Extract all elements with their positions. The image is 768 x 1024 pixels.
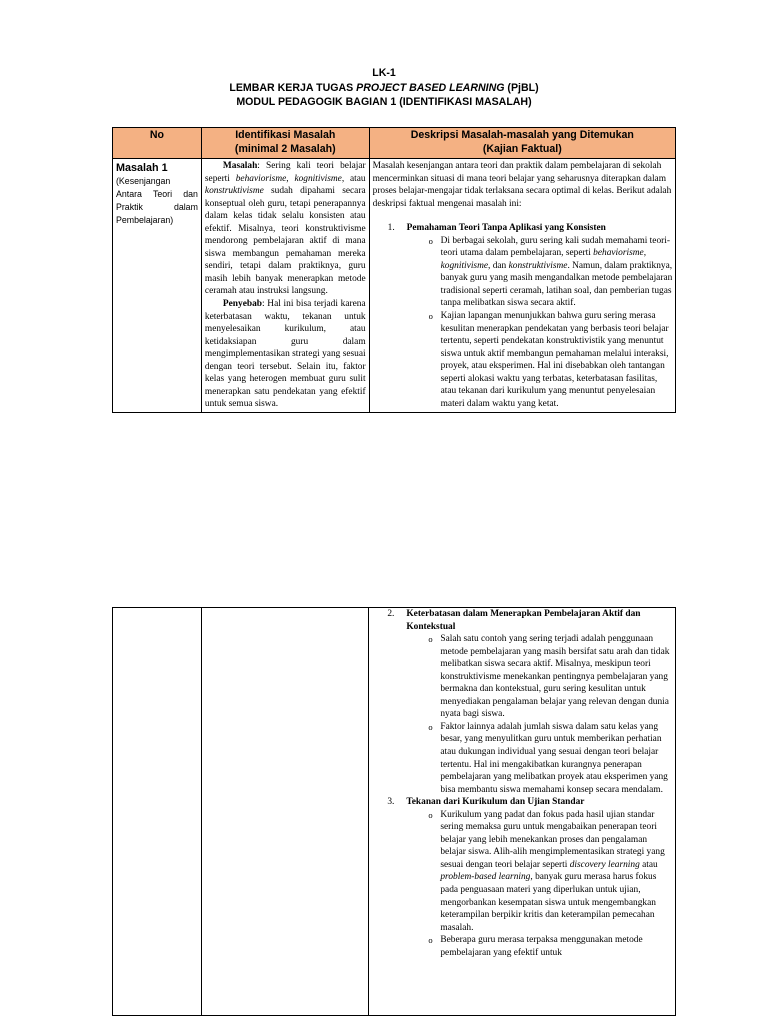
list-item: o Kajian lapangan menunjukkan bahwa guru sering merasa kesulitan menerapkan pendekatan yang berbasis teori belajar tertentu, seperti pendekatan konstruktivistik yang menuntut siswa untuk aktif membangun pemahaman melalui interaksi, proyek, atau eksperimen. Hal ini disebabkan oleh tantangan seperti alokasi waktu yang terbatas, keterbatasan fasilitas, atau tekanan dari kurikulum yang menuntut penyelesaian materi dalam waktu yang ketat. <box>428 311 669 409</box>
penyebab-paragraph: Penyebab: Hal ini bisa terjadi karena keterbatasan waktu, tekanan untuk menyelesaikan kurikulum, atau ketidaksiapan guru dalam mengimplementasikan strategi yang sesuai dengan teori tersebut. Selain itu, faktor kelas yang heterogen membuat guru sulit menerapkan satu pendekatan yang efektif untuk semua siswa. <box>204 299 366 410</box>
masalah-subtitle: (Kesenjangan Antara Teori dan Praktik dalam Pembelajaran) <box>116 176 198 225</box>
list-item: o Faktor lainnya adalah jumlah siswa dalam satu kelas yang besar, yang menyulitkan guru untuk memberikan perhatian atau dukungan individual yang sesuai dengan teori belajar tertentu. Hal ini mengakibatkan kurangnya penerapan pembelajaran yang melibatkan proyek atau eksperimen yang bisa membantu siswa memahami konsep secara mendalam. <box>428 721 668 795</box>
cell-identifikasi <box>201 608 369 1016</box>
list-item: o Kurikulum yang padat dan fokus pada hasil ujian standar sering memaksa guru untuk mengabaikan penerapan teori belajar yang lebih menekankan proses dan pengalaman belajar siswa. Alih-alih mengimplementasikan strategi yang sesuai dengan teori belajar seperti discovery learning atau problem-based learning, banyak guru merasa harus fokus pada penguasaan materi yang diperlukan untuk ujian, mengorbankan kesempatan siswa untuk mengembangkan keterampilan berpikir kritis dan keterampilan pemecahan masalah. <box>428 809 665 933</box>
list-item: o Di berbagai sekolah, guru sering kali sudah memahami teori-teori utama dalam pembelajaran, seperti behaviorisme, kognitivisme, dan konstruktivisme. Namun, dalam praktiknya, banyak guru yang masih mengandalkan metode pembelajaran tradisional seperti ceramah, latihan soal, dan pemberian tugas tanpa melibatkan siswa secara aktif. <box>428 235 673 309</box>
deskripsi-list <box>372 608 673 959</box>
col-header-no: No <box>113 128 202 159</box>
bullet-icon: o <box>428 935 433 946</box>
document-header <box>0 66 768 110</box>
point-title: Pemahaman Teori Tanpa Aplikasi yang Konsisten <box>406 223 606 234</box>
bullet-icon: o <box>428 634 433 645</box>
col-header-deskripsi: Deskripsi Masalah-masalah yang Ditemukan (Kajian Faktual) <box>369 128 675 159</box>
cell-no <box>113 159 202 413</box>
masalah-label: Masalah 1 <box>116 162 168 174</box>
list-item: o Beberapa guru merasa terpaksa menggunakan metode pembelajaran yang efektif untuk <box>428 935 643 958</box>
cell-identifikasi <box>201 159 369 413</box>
list-item: 2. Keterbatasan dalam Menerapkan Pembelajaran Aktif dan Kontekstual o Salah satu contoh yang sering terjadi adalah penggunaan metode pembelajaran yang masih bersifat satu arah dan tidak melibatkan siswa secara aktif. Misalnya, meskipun teori konstruktivisme menekankan pentingnya pembelajaran yang bermakna dan kontekstual, guru sering kesulitan untuk menyediakan pengalaman belajar yang relevan dengan dunia nyata bagi siswa. o Faktor lainnya adalah jumlah siswa dalam satu kelas yang besar, yang menyulitkan guru untuk memberikan perhatian atau dukungan individual yang sesuai dengan teori belajar tertentu. Hal ini mengakibatkan kurangnya penerapan pembelajaran yang melibatkan proyek atau eksperimen yang bisa membantu siswa memahami konsep secara mendalam. <box>372 608 673 796</box>
bullet-icon: o <box>428 311 433 322</box>
list-item: 1. Pemahaman Teori Tanpa Aplikasi yang Konsisten o Di berbagai sekolah, guru sering kali sudah memahami teori-teori utama dalam pembelajaran, seperti behaviorisme, kognitivisme, dan konstruktivisme. Namun, dalam praktiknya, banyak guru yang masih mengandalkan metode pembelajaran tradisional seperti ceramah, latihan soal, dan pemberian tugas tanpa melibatkan siswa secara aktif. o Kajian lapangan menunjukkan bahwa guru sering merasa kesulitan menerapkan pendekatan yang berbasis teori belajar tertentu, seperti pendekatan konstruktivistik yang menuntut siswa untuk aktif membangun pemahaman melalui interaksi, proyek, atau eksperimen. Hal ini disebabkan oleh tantangan seperti alokasi waktu yang terbatas, keterbatasan fasilitas, atau tekanan dari kurikulum yang menuntut penyelesaian materi dalam waktu yang ketat. <box>387 223 673 409</box>
list-item: o Salah satu contoh yang sering terjadi adalah penggunaan metode pembelajaran yang masih bersifat satu arah dan tidak melibatkan siswa secara aktif. Misalnya, meskipun teori konstruktivisme menekankan pentingnya pembelajaran yang bermakna dan kontekstual, guru sering kesulitan untuk menyediakan pengalaman belajar yang relevan dengan dunia nyata bagi siswa. <box>428 634 670 720</box>
table-header-row <box>113 128 676 159</box>
bullet-icon: o <box>428 809 433 820</box>
doc-subtitle: MODUL PEDAGOGIK BAGIAN 1 (IDENTIFIKASI MASALAH) <box>236 96 532 108</box>
doc-title: LEMBAR KERJA TUGAS PROJECT BASED LEARNING (PjBL) <box>229 81 539 94</box>
problem-table <box>112 127 676 413</box>
table-row <box>113 608 676 1016</box>
deskripsi-intro: Masalah kesenjangan antara teori dan praktik dalam pembelajaran di sekolah mencerminkan situasi di mana teori belajar yang seharusnya diterapkan dalam proses belajar-mengajar tidak terlaksana secara optimal di kelas. Berikut adalah deskripsi faktual mengenai masalah ini: <box>372 161 672 209</box>
point-title: Keterbatasan dalam Menerapkan Pembelajaran Aktif dan Kontekstual <box>406 609 641 632</box>
cell-deskripsi <box>369 608 676 1016</box>
deskripsi-list <box>373 222 673 410</box>
table-row <box>113 159 676 413</box>
bullet-icon: o <box>428 235 433 246</box>
masalah-paragraph: Masalah: Sering kali teori belajar seperti behaviorisme, kognitivisme, atau konstruktivisme sudah dipahami secara konseptual oleh guru, tetapi penerapannya dalam kelas tidak selalu konsisten atau efektif. Misalnya, teori konstruktivisme mendorong pembelajaran aktif di mana siswa membangun pemahaman mereka sendiri, tetapi dalam praktiknya, guru masih lebih banyak menerapkan metode ceramah atau instruksi langsung. <box>204 161 366 297</box>
problem-table-continued <box>112 607 676 1016</box>
bullet-icon: o <box>428 721 433 732</box>
col-header-identifikasi: Identifikasi Masalah (minimal 2 Masalah) <box>201 128 369 159</box>
point-title: Tekanan dari Kurikulum dan Ujian Standar <box>406 797 585 808</box>
cell-no <box>113 608 202 1016</box>
cell-deskripsi <box>369 159 675 413</box>
list-item: 3. Tekanan dari Kurikulum dan Ujian Standar o Kurikulum yang padat dan fokus pada hasil ujian standar sering memaksa guru untuk mengabaikan penerapan teori belajar yang lebih menekankan proses dan pengalaman belajar siswa. Alih-alih mengimplementasikan strategi yang sesuai dengan teori belajar seperti discovery learning atau problem-based learning, banyak guru merasa harus fokus pada penguasaan materi yang diperlukan untuk ujian, mengorbankan kesempatan siswa untuk mengembangkan keterampilan berpikir kritis dan keterampilan pemecahan masalah. o Beberapa guru merasa terpaksa menggunakan metode pembelajaran yang efektif untuk <box>372 796 673 959</box>
doc-code: LK-1 <box>372 67 396 79</box>
